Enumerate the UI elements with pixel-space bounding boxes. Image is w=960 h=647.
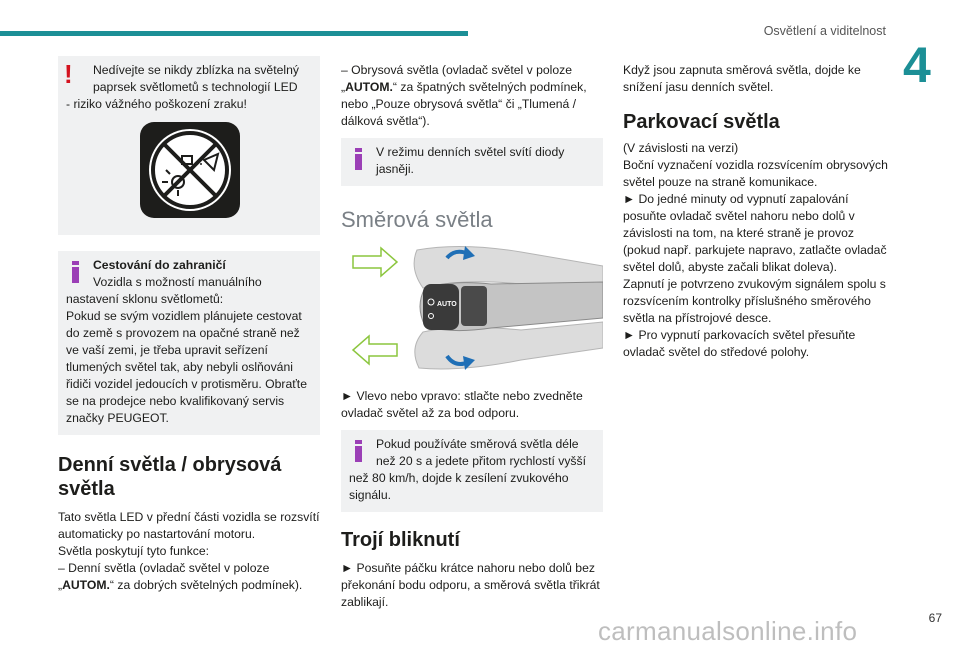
info-line-2: jasněji. bbox=[376, 162, 414, 176]
drl-paragraph-1: Tato světla LED v přední části vozidla se rozsvítí automaticky po nastartování motoru. bbox=[58, 510, 320, 541]
parking-paragraph: (V závislosti na verzi) Boční vyznačení vozidla rozsvícením obrysových světel pouze na straně komunikace. ► Do jedné minuty od vypnutí zapalování posuňte ovladač světel nahoru nebo dolů v závislosti na tom, na které straně je provoz (pokud např. parkujete napravo, zatlačte ovladač světel dolů, abyste začali blikat doleva). Zapnutí je potvrzeno zvukovým signálem spolu s rozsvícením kontrolky příslušného směrového světla na přístrojové desce. ► Pro vypnutí parkovacích světel přesuňte ovladač světel do středové polohy. bbox=[623, 141, 888, 359]
info-icon bbox=[355, 148, 362, 170]
warning-line-1: Nedívejte se nikdy zblízka na světelný bbox=[93, 63, 299, 77]
section-heading-parking: Parkovací světla bbox=[623, 111, 780, 133]
info-line-2: než 20 s a jedete přitom rychlostí vyšší bbox=[376, 454, 586, 468]
triple-flash-paragraph: ► Posuňte páčku krátce nahoru nebo dolů bez překonání bodu odporu, a směrová světla třikrát zablikají. bbox=[341, 561, 600, 609]
info-box-abroad bbox=[58, 251, 320, 435]
info-body: nastavení sklonu světlometů: Pokud se svým vozidlem plánujete cestovat do země s provozem na opačné straně než ve vaší zemi, je třeba upravit seřízení tlumených světel tak, aby nebyli oslňováni řidiči vozidel jedoucích v protisměru. Obraťte se na prodejce nebo kvalifikovaný servis značky PEUGEOT. bbox=[66, 292, 307, 425]
info-icon bbox=[355, 440, 362, 462]
info-box-indicators bbox=[341, 430, 603, 512]
chapter-number: 4 bbox=[903, 37, 931, 93]
stalk-illustration bbox=[341, 244, 603, 374]
column-1 bbox=[58, 56, 320, 594]
column-2 bbox=[341, 62, 603, 611]
warning-box bbox=[58, 56, 320, 235]
info-line-1: Pokud používáte směrová světla déle bbox=[376, 437, 579, 451]
watermark: carmanualsonline.info bbox=[598, 616, 858, 646]
svg-text:AUTO: AUTO bbox=[437, 301, 457, 308]
column-3 bbox=[623, 62, 893, 361]
section-heading-indicators: Směrová světla bbox=[341, 207, 493, 232]
section-heading-triple-flash: Trojí bliknutí bbox=[341, 529, 460, 551]
page-number: 67 bbox=[928, 611, 942, 625]
warning-line-2: paprsek světlometů s technologií LED bbox=[93, 80, 298, 94]
indicators-paragraph: ► Vlevo nebo vpravo: stlačte nebo zvedněte ovladač světel až za bod odporu. bbox=[341, 389, 583, 420]
position-lights-paragraph: – Obrysová světla (ovladač světel v poloze „AUTOM.“ za špatných světelných podmínek, nebo „Pouze obrysová světla“ či „Tlumená / dálková světla“). bbox=[341, 63, 587, 128]
header-accent-bar bbox=[0, 31, 468, 36]
drl-paragraph-3: – Denní světla (ovladač světel v poloze „AUTOM.“ za dobrých světelných podmínek). bbox=[58, 561, 303, 592]
info-line-1: V režimu denních světel svítí diody bbox=[376, 145, 565, 159]
info-box-drl bbox=[341, 138, 603, 186]
info-line-1: Vozidla s možností manuálního bbox=[93, 275, 262, 289]
info-title: Cestování do zahraničí bbox=[93, 258, 226, 272]
left-arrow-icon bbox=[353, 336, 397, 364]
eye-hazard-icon bbox=[138, 120, 242, 220]
drl-paragraph-2: Světla poskytují tyto funkce: bbox=[58, 544, 210, 558]
drl-dimming-paragraph: Když jsou zapnuta směrová světla, dojde ke snížení jasu denních světel. bbox=[623, 63, 861, 94]
info-body: než 80 km/h, dojde k zesílení zvukového signálu. bbox=[349, 471, 569, 502]
running-head: Osvětlení a viditelnost bbox=[763, 24, 886, 38]
right-arrow-icon bbox=[353, 248, 397, 276]
warning-line-3: - riziko vážného poškození zraku! bbox=[66, 97, 247, 111]
section-heading-drl: Denní světla / obrysová světla bbox=[58, 454, 282, 500]
warning-icon: ! bbox=[64, 59, 73, 89]
info-icon bbox=[72, 261, 79, 283]
